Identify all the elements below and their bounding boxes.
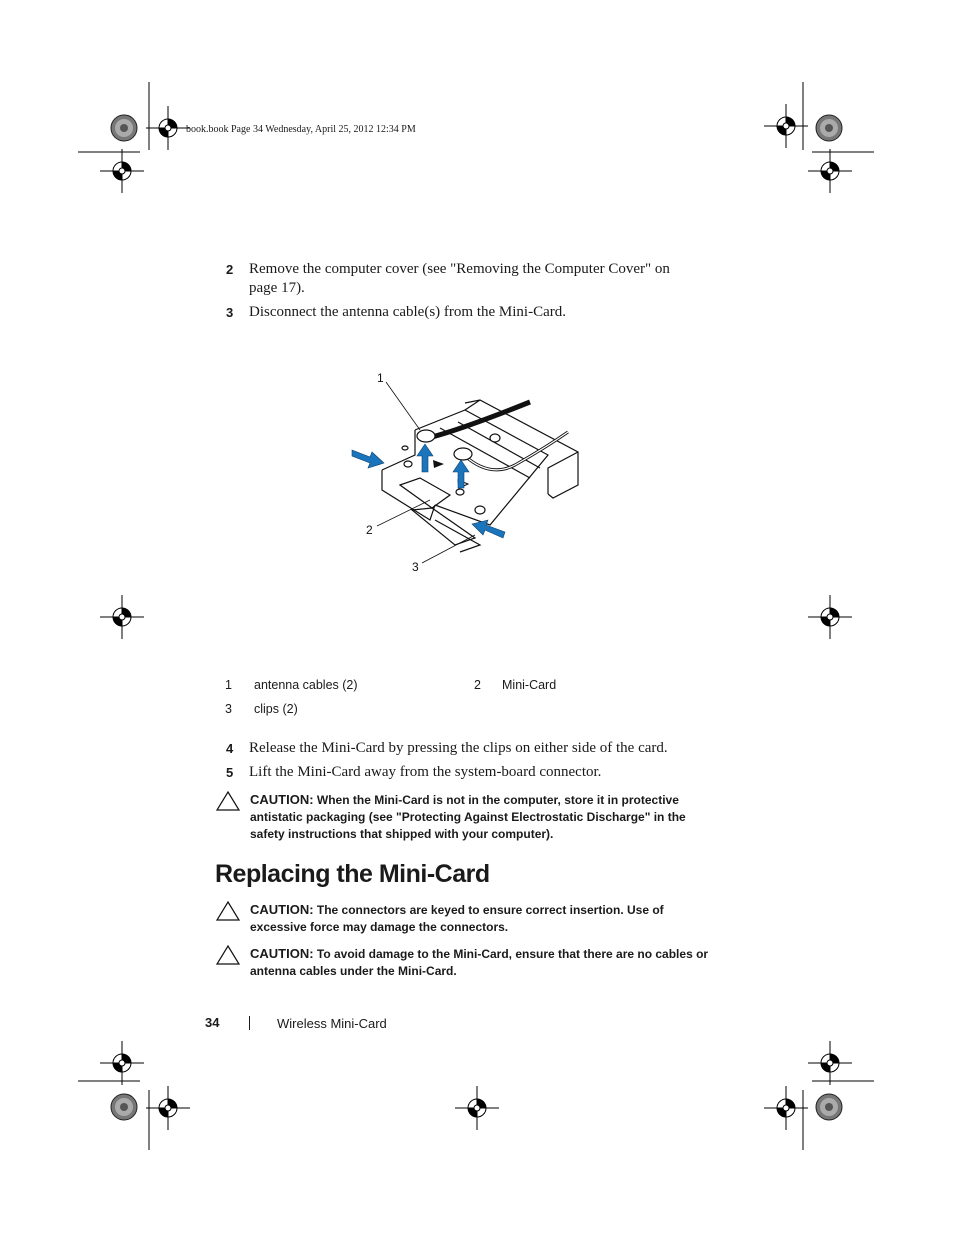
legend-num-2: 2 <box>474 678 481 692</box>
footer-divider <box>249 1016 250 1030</box>
step-number: 3 <box>226 305 234 320</box>
print-slug: book.book Page 34 Wednesday, April 25, 2012 12:34 PM <box>186 124 416 135</box>
footer-chapter-title: Wireless Mini-Card <box>277 1016 387 1031</box>
caution-3 <box>216 945 716 983</box>
section-title: Replacing the Mini-Card <box>215 860 490 888</box>
caution-triangle-icon <box>216 791 240 811</box>
step-text: Release the Mini-Card by pressing the clips on either side of the card. <box>249 740 668 756</box>
caution-lead: CAUTION: <box>250 946 314 961</box>
legend-num-3: 3 <box>225 702 232 716</box>
legend-label-1: antenna cables (2) <box>254 678 358 692</box>
page-number: 34 <box>205 1015 220 1030</box>
caution-1 <box>216 791 716 847</box>
step-text: Lift the Mini-Card away from the system-board connector. <box>249 764 602 780</box>
caution-text: The connectors are keyed to ensure correct insertion. Use of excessive force may damage the connectors. <box>250 903 664 934</box>
mini-card-figure <box>340 360 600 580</box>
caution-triangle-icon <box>216 945 240 965</box>
legend-label-2: Mini-Card <box>502 678 557 692</box>
caution-lead: CAUTION: <box>250 792 314 807</box>
callout-3: 3 <box>412 560 419 574</box>
step-text: Disconnect the antenna cable(s) from the Mini-Card. <box>249 304 566 320</box>
caution-text: To avoid damage to the Mini-Card, ensure that there are no cables or antenna cables under the Mini-Card. <box>250 947 709 978</box>
step-text: Remove the computer cover (see "Removing the Computer Cover" on page 17). <box>249 261 670 296</box>
step-number: 2 <box>226 262 234 277</box>
callout-1: 1 <box>377 371 384 385</box>
legend-num-1: 1 <box>225 678 232 692</box>
legend-label-3: clips (2) <box>254 702 298 716</box>
step-number: 4 <box>226 741 234 756</box>
callout-2: 2 <box>366 523 373 537</box>
caution-triangle-icon <box>216 901 240 921</box>
caution-text: When the Mini-Card is not in the computer, store it in protective antistatic packaging (see "Protecting Against Electrostatic Discharge" in the safety instructions that shipped with your computer). <box>250 793 686 841</box>
step-number: 5 <box>226 765 234 780</box>
caution-2 <box>216 901 716 939</box>
caution-lead: CAUTION: <box>250 902 314 917</box>
